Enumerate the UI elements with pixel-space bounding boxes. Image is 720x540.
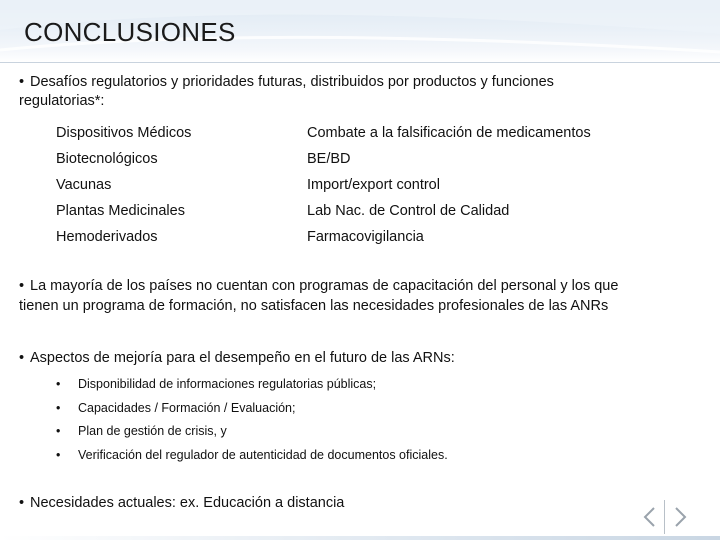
bullet-4-text: Necesidades actuales: ex. Educación a distancia — [30, 495, 345, 511]
function-item: Lab Nac. de Control de Calidad — [307, 203, 510, 219]
bullet-marker: • — [56, 400, 61, 415]
bullet-2-line-1: La mayoría de los países no cuentan con programas de capacitación del personal y los que — [30, 278, 619, 294]
table-row — [56, 172, 676, 198]
page-title: CONCLUSIONES — [24, 17, 236, 47]
list-item-text: Verificación del regulador de autenticidad de documentos oficiales. — [78, 447, 448, 462]
function-item: BE/BD — [307, 151, 351, 167]
nav-divider — [664, 500, 665, 534]
function-item: Import/export control — [307, 177, 440, 193]
product-item: Plantas Medicinales — [56, 203, 185, 219]
list-item — [56, 420, 676, 444]
bullet-2-line-2: tienen un programa de formación, no satisfacen las necesidades profesionales de las ANRs — [19, 298, 609, 314]
bullet-marker: • — [19, 278, 25, 294]
bullet-marker: • — [56, 424, 61, 438]
table-row — [56, 224, 676, 250]
list-item — [56, 397, 676, 421]
list-item — [56, 373, 676, 397]
table-row — [56, 198, 676, 224]
function-item: Farmacovigilancia — [307, 229, 424, 245]
function-item: Combate a la falsificación de medicamentos — [307, 125, 591, 141]
bullet-3 — [19, 348, 699, 368]
product-item: Biotecnológicos — [56, 151, 158, 167]
table-row — [56, 146, 676, 172]
header-divider — [0, 62, 720, 63]
products-functions-table — [56, 120, 676, 250]
bullet-3-text: Aspectos de mejoría para el desempeño en el futuro de las ARNs: — [30, 350, 455, 366]
table-row — [56, 120, 676, 146]
bullet-1 — [19, 73, 699, 111]
bullet-marker: • — [56, 377, 61, 391]
chevron-right-icon[interactable] — [672, 506, 688, 528]
product-item: Vacunas — [56, 177, 112, 193]
bullet-marker: • — [56, 447, 61, 462]
product-item: Dispositivos Médicos — [56, 125, 192, 141]
list-item-text: Disponibilidad de informaciones regulatorias públicas; — [78, 377, 377, 391]
slide-navigation — [580, 494, 720, 540]
product-item: Hemoderivados — [56, 229, 158, 245]
bullet-marker: • — [19, 350, 25, 366]
list-item-text: Plan de gestión de crisis, y — [78, 424, 227, 438]
bullet-marker: • — [19, 495, 25, 511]
bullet-marker: • — [19, 74, 25, 90]
list-item-text: Capacidades / Formación / Evaluación; — [78, 400, 296, 415]
bullet-2 — [19, 276, 699, 316]
bullet-1-line-2: regulatorias*: — [19, 93, 105, 109]
bullet-1-line-1: Desafíos regulatorios y prioridades futuras, distribuidos por productos y funciones — [30, 74, 554, 90]
footer-band — [0, 536, 720, 540]
chevron-left-icon[interactable] — [642, 506, 658, 528]
improvement-list — [56, 373, 676, 467]
list-item — [56, 444, 676, 468]
